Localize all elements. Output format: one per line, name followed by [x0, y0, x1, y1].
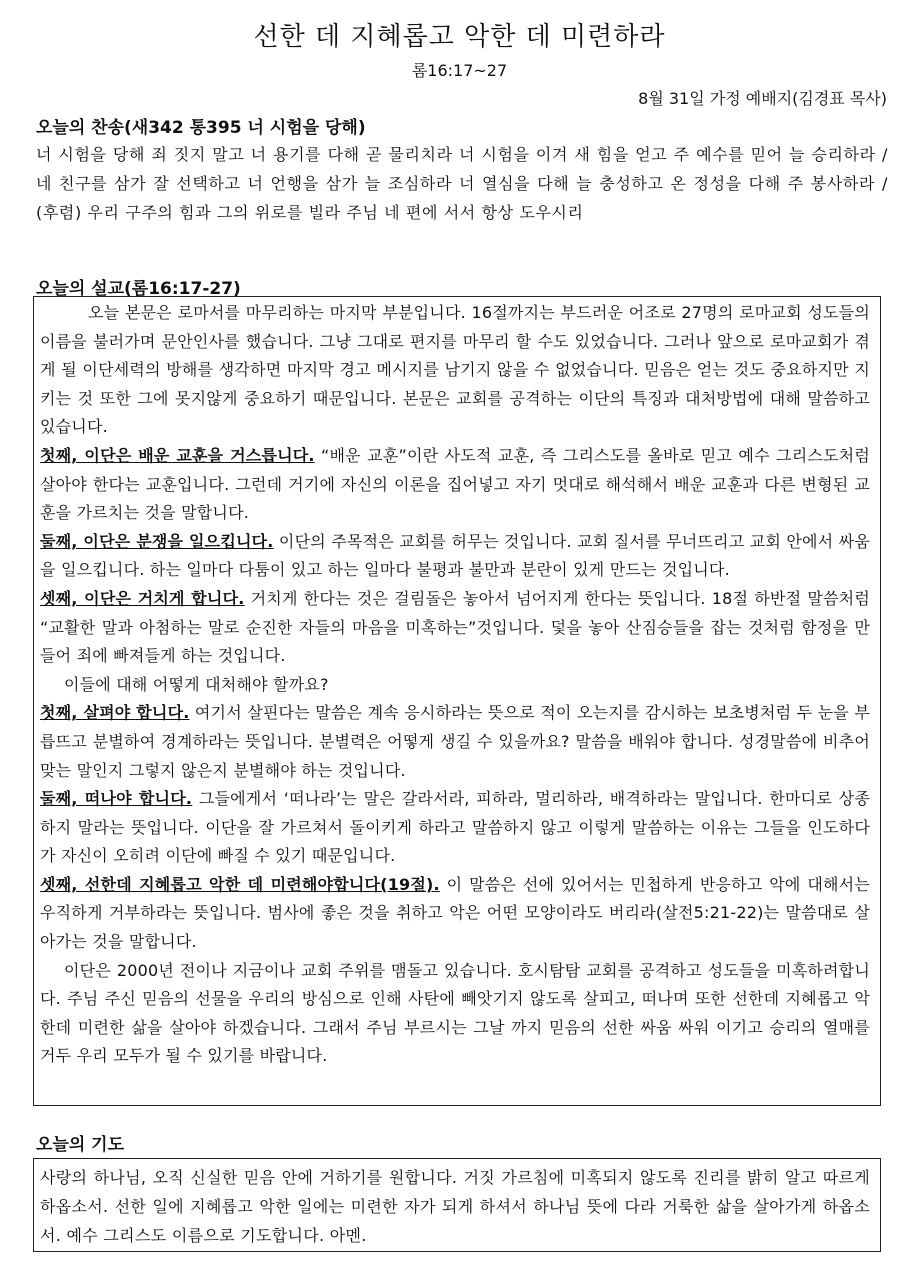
point-text: 여기서 살핀다는 말씀은 계속 응시하라는 뜻으로 적이 오는지를 감시하는 보초병처럼 두 눈을 부릅뜨고 분별하여 경계하라는 뜻입니다. 분별력은 어떻게 생길 수 있을까요? 말씀을 배워야 합니다. 성경말씀에 비추어 맞는 말인지 그렇지 않은지 분별해야 하는 것입니다.	[40, 703, 870, 780]
point-heading: 셋째, 이단은 거치게 합니다.	[40, 588, 245, 608]
point-heading: 둘째, 이단은 분쟁을 일으킵니다.	[40, 531, 274, 551]
sermon-box	[33, 296, 881, 1106]
date-and-author: 8월 31일 가정 예배지(김경표 목사)	[638, 89, 887, 108]
point-heading: 첫째, 살펴야 합니다.	[40, 703, 190, 723]
point-heading: 둘째, 떠나야 합니다.	[40, 789, 193, 809]
sermon-conclusion: 이단은 2000년 전이나 지금이나 교회 주위를 맴돌고 있습니다. 호시탐탐 교회를 공격하고 성도들을 미혹하려합니다. 주님 주신 믿음의 선물을 우리의 방심으로 인해 사탄에 빼앗기지 않도록 살피고, 떠나며 또한 선한데 지혜롭고 악한데 미련한 삶을 살아야 하겠습니다. 그래서 주님 부르시는 그날 까지 믿음의 선한 싸움 싸워 이기고 승리의 열매를 거두 우리 모두가 될 수 있기를 바랍니다.	[40, 960, 870, 1066]
point-text: 이단의 주목적은 교회를 허무는 것입니다. 교회 질서를 무너뜨리고 교회 안에서 싸움을 일으킵니다. 하는 일마다 다툼이 있고 하는 일마다 불평과 불만과 분란이 있게 만드는 것입니다.	[40, 531, 870, 580]
heresy-point-2	[40, 528, 870, 585]
scripture-reference: 롬16:17~27	[411, 61, 508, 80]
point-text: 거치게 한다는 것은 걸림돌은 놓아서 넘어지게 한다는 뜻입니다. 18절 하반절 말씀처럼 “교활한 말과 아첨하는 말로 순진한 자들의 마음을 미혹하는”것입니다. 덫을 놓아 산짐승들을 잡는 것처럼 함정을 만들어 죄에 빠져들게 하는 것입니다.	[40, 588, 870, 666]
prayer-heading: 오늘의 기도	[36, 1135, 125, 1155]
point-heading: 셋째, 선한데 지혜롭고 악한 데 미련해야합니다(19절).	[40, 874, 440, 894]
point-text: 그들에게서 ‘떠나라’는 말은 갈라서라, 피하라, 멀리하라, 배격하라는 말입니다. 한마디로 상종 하지 말라는 뜻입니다. 이단을 잘 가르쳐서 돌이키게 하라고 말씀하지 않고 이렇게 말씀하는 이유는 그들을 인도하다가 자신이 오히려 이단에 빠질 수 있기 때문입니다.	[40, 789, 870, 866]
point-text: “배운 교훈”이란 사도적 교훈, 즉 그리스도를 올바로 믿고 예수 그리스도처럼 살아야 한다는 교훈입니다. 그런데 거기에 자신의 이론을 집어넣고 자기 멋대로 해석해서 배운 교훈과 다른 변형된 교훈을 가르치는 것을 말합니다.	[40, 445, 870, 523]
heresy-point-1	[40, 442, 870, 528]
sermon-body	[40, 299, 870, 1071]
page-title: 선한 데 지혜롭고 악한 데 미련하라	[253, 22, 666, 52]
response-point-1	[40, 699, 870, 785]
sermon-heading: 오늘의 설교(롬16:17-27)	[36, 279, 241, 299]
response-point-3	[40, 871, 870, 957]
point-text: 이 말씀은 선에 있어서는 민첩하게 반응하고 악에 대해서는 우직하게 거부하라는 뜻입니다. 범사에 좋은 것을 취하고 악은 어떤 모양이라도 버리라(살전5:21-22)는 말씀대로 살아가는 것을 말합니다.	[40, 874, 870, 952]
prayer-text: 사랑의 하나님, 오직 신실한 믿음 안에 거하기를 원합니다. 거짓 가르침에 미혹되지 않도록 진리를 밝히 알고 따르게 하옵소서. 선한 일에 지혜롭고 악한 일에는 미련한 자가 되게 하셔서 하나님 뜻에 다라 거룩한 삶을 살아가게 하옵소서. 예수 그리스도 이름으로 기도합니다. 아멘.	[40, 1168, 870, 1245]
sermon-intro: 오늘 본문은 로마서를 마무리하는 마지막 부분입니다. 16절까지는 부드러운 어조로 27명의 로마교회 성도들의 이름을 불러가며 문안인사를 했습니다. 그냥 그대로 편지를 마무리 할 수도 있었습니다. 그러나 앞으로 로마교회가 겪게 될 이단세력의 방해를 생각하면 마지막 경고 메시지를 남기지 않을 수 없었습니다. 믿음은 얻는 것도 중요하지만 지키는 것 또한 그에 못지않게 중요하기 때문입니다. 본문은 교회를 공격하는 이단의 특징과 대처방법에 대해 말씀하고 있습니다.	[40, 303, 870, 437]
response-question: 이들에 대해 어떻게 대처해야 할까요?	[64, 674, 329, 694]
prayer-box	[33, 1158, 881, 1252]
hymn-lyrics: 너 시험을 당해 죄 짓지 말고 너 용기를 다해 곧 물리치라 너 시험을 이겨 새 힘을 얻고 주 예수를 믿어 늘 승리하라 / 네 친구를 삼가 잘 선택하고 너 언행을 삼가 늘 조심하라 너 열심을 다해 늘 충성하고 온 정성을 다해 주 봉사하라 / (후렴) 우리 구주의 힘과 그의 위로를 빌라 주님 네 편에 서서 항상 도우시리	[36, 145, 888, 222]
point-heading: 첫째, 이단은 배운 교훈을 거스릅니다.	[40, 445, 315, 465]
response-point-2	[40, 785, 870, 871]
hymn-heading: 오늘의 찬송(새342 통395 너 시험을 당해)	[36, 118, 366, 138]
heresy-point-3	[40, 585, 870, 671]
